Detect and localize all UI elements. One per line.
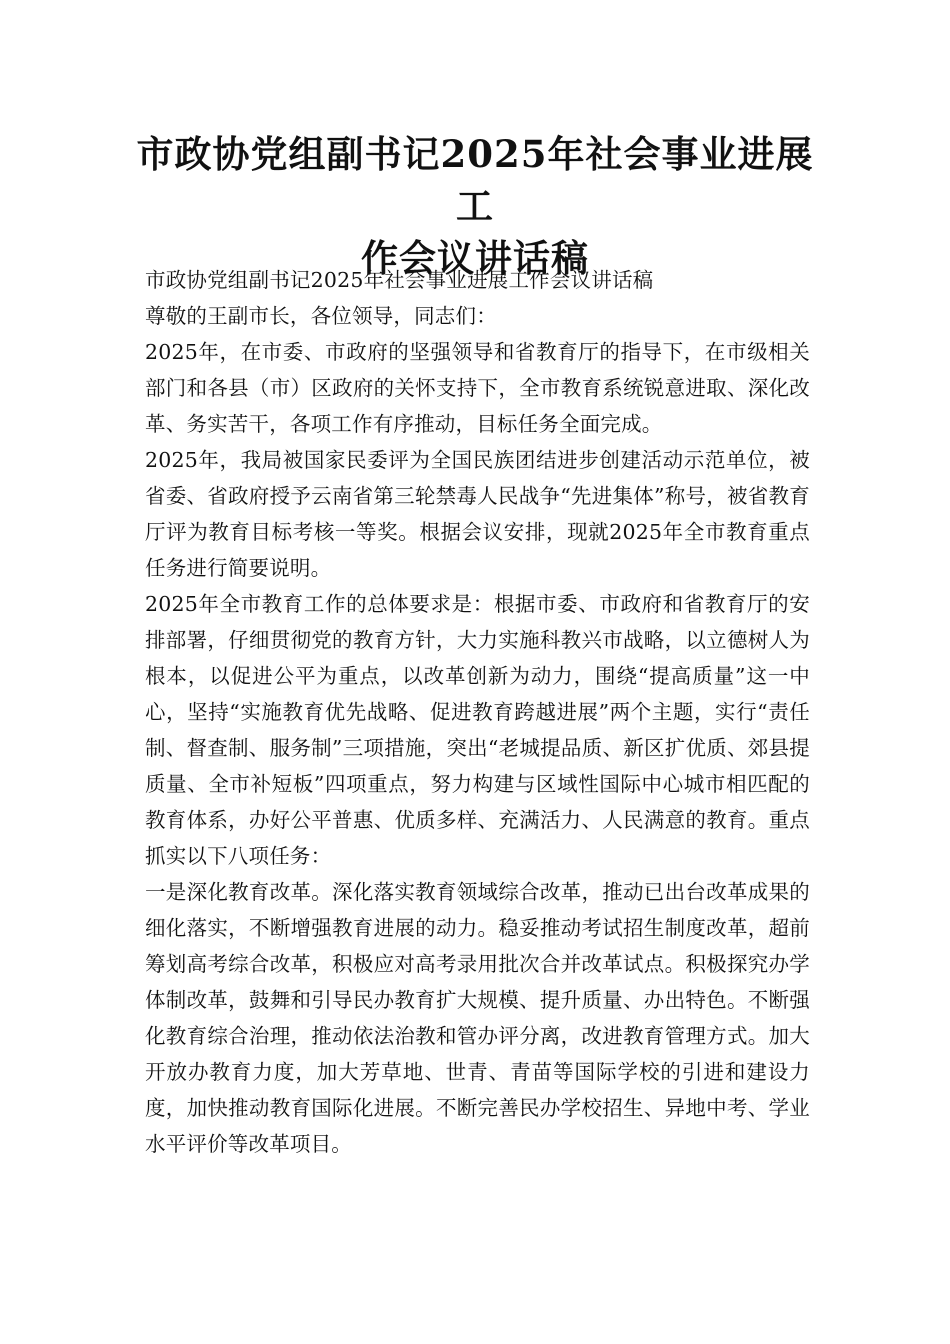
document-title: [120, 128, 830, 284]
document-body: [145, 262, 810, 1162]
body-paragraph: 2025年，我局被国家民委评为全国民族团结进步创建活动示范单位，被省委、省政府授予云南省第三轮禁毒人民战争“先进集体”称号，被省教育厅评为教育目标考核一等奖。根据会议安排，现就2025年全市教育重点任务进行简要说明。: [145, 448, 810, 580]
body-paragraph: 2025年全市教育工作的总体要求是：根据市委、市政府和省教育厅的安排部署，仔细贯彻党的教育方针，大力实施科教兴市战略，以立德树人为根本，以促进公平为重点，以改革创新为动力，围绕“提高质量”这一中心，坚持“实施教育优先战略、促进教育跨越进展”两个主题，实行“责任制、督查制、服务制”三项措施，突出“老城提品质、新区扩优质、郊县提质量、全市补短板”四项重点，努力构建与区域性国际中心城市相匹配的教育体系，办好公平普惠、优质多样、充满活力、人民满意的教育。重点抓实以下八项任务：: [145, 592, 810, 868]
title-line-1: 市政协党组副书记2025年社会事业进展工: [136, 132, 814, 228]
body-paragraph: 2025年，在市委、市政府的坚强领导和省教育厅的指导下，在市级相关部门和各县（市）区政府的关怀支持下，全市教育系统锐意进取、深化改革、务实苦干，各项工作有序推动，目标任务全面完成。: [145, 340, 810, 436]
body-paragraph: 一是深化教育改革。深化落实教育领域综合改革，推动已出台改革成果的细化落实，不断增强教育进展的动力。稳妥推动考试招生制度改革，超前筹划高考综合改革，积极应对高考录用批次合并改革试点。积极探究办学体制改革，鼓舞和引导民办教育扩大规模、提升质量、办出特色。不断强化教育综合治理，推动依法治教和管办评分离，改进教育管理方式。加大开放办教育力度，加大芳草地、世青、青苗等国际学校的引进和建设力度，加快推动教育国际化进展。不断完善民办学校招生、异地中考、学业水平评价等改革项目。: [145, 880, 810, 1156]
title-line-2: 作会议讲话稿: [361, 236, 589, 280]
salutation-paragraph: 尊敬的王副市长，各位领导，同志们：: [145, 304, 497, 328]
subtitle-paragraph: 市政协党组副书记2025年社会事业进展工作会议讲话稿: [145, 268, 654, 292]
